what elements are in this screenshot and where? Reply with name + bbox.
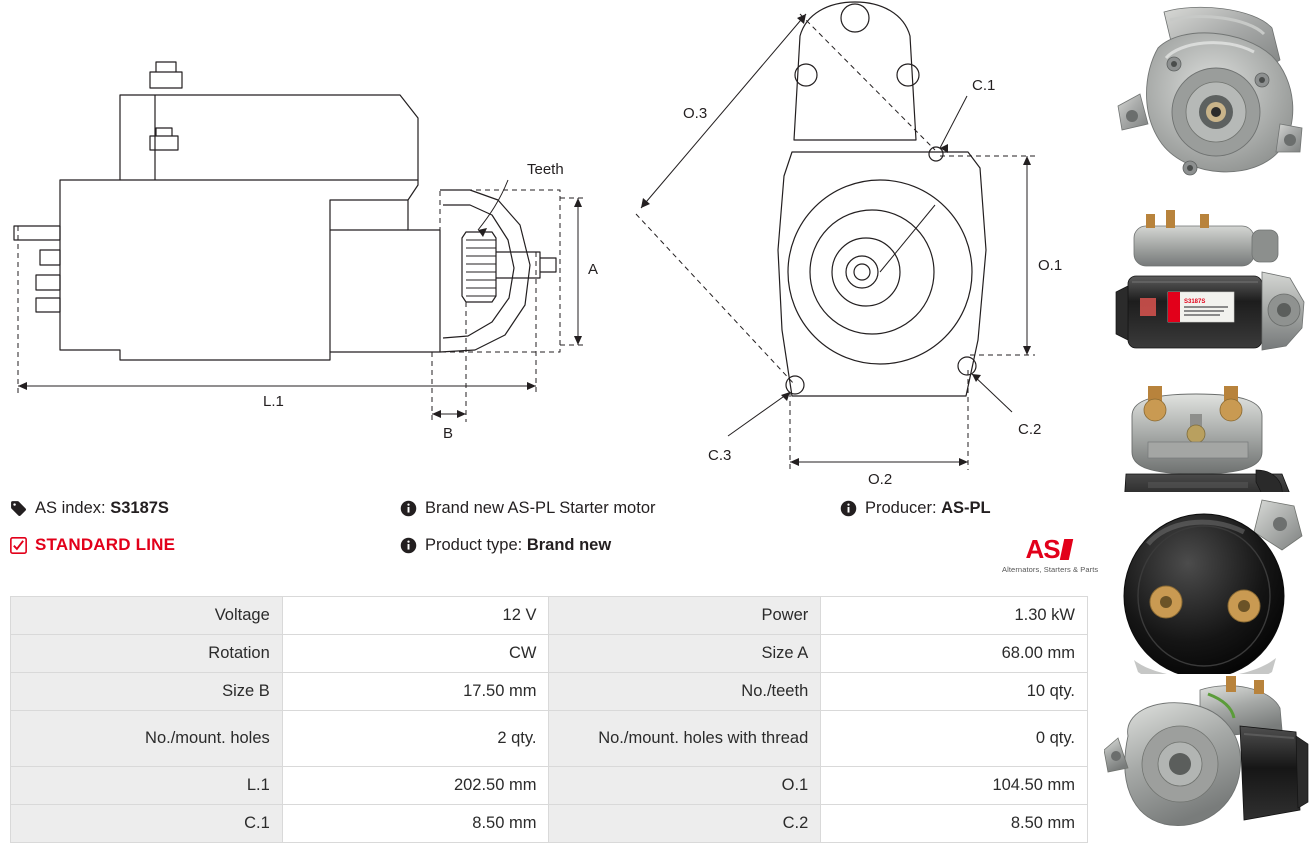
info-row-2 — [10, 535, 1100, 572]
spec-value: 104.50 mm — [821, 767, 1088, 805]
spec-value: 1.30 kW — [821, 597, 1088, 635]
product-description-text: Brand new AS-PL Starter motor — [425, 499, 656, 517]
product-type — [400, 535, 840, 555]
spec-label: Voltage — [11, 597, 283, 635]
label-C3: C.3 — [708, 447, 732, 464]
info-icon — [400, 537, 417, 554]
spec-value: 0 qty. — [821, 711, 1088, 767]
spec-label: Size A — [549, 635, 821, 673]
info-icon — [840, 500, 857, 517]
as-pl-logo-bar — [1059, 539, 1072, 560]
as-index-value: S3187S — [110, 499, 169, 517]
photo-starter-side-solenoid — [1104, 202, 1312, 382]
svg-text:S3187S: S3187S — [1184, 299, 1206, 305]
product-description — [400, 498, 840, 518]
producer-label: Producer: — [865, 499, 937, 517]
spec-value: 2 qty. — [282, 711, 549, 767]
spec-label: Size B — [11, 673, 283, 711]
spec-value: 8.50 mm — [282, 805, 549, 843]
label-C1: C.1 — [972, 77, 996, 94]
standard-line-text: STANDARD LINE — [35, 535, 176, 554]
photo-starter-body-rear — [1104, 492, 1312, 692]
info-icon — [400, 500, 417, 517]
photo-starter-front-angle — [1104, 2, 1312, 198]
spec-label: O.1 — [549, 767, 821, 805]
spec-label: No./mount. holes — [11, 711, 283, 767]
as-pl-logo-subtitle: Alternators, Starters & Parts — [1002, 565, 1099, 574]
producer-value: AS-PL — [941, 499, 991, 517]
table-row — [11, 673, 1088, 711]
spec-label: Rotation — [11, 635, 283, 673]
photo-starter-drive-end — [1104, 674, 1312, 860]
label-C2: C.2 — [1018, 421, 1042, 438]
table-row — [11, 711, 1088, 767]
label-O2: O.2 — [868, 471, 893, 488]
spec-value: 202.50 mm — [282, 767, 549, 805]
table-row — [11, 767, 1088, 805]
label-A: A — [588, 261, 599, 278]
table-row — [11, 805, 1088, 843]
standard-line-badge — [10, 535, 400, 555]
spec-label: C.1 — [11, 805, 283, 843]
label-L1: L.1 — [263, 393, 284, 410]
spec-value: 10 qty. — [821, 673, 1088, 711]
spec-value: 17.50 mm — [282, 673, 549, 711]
as-index-label: AS index: — [35, 499, 106, 517]
label-O3: O.3 — [683, 105, 708, 122]
spec-label: No./teeth — [549, 673, 821, 711]
table-row — [11, 597, 1088, 635]
as-pl-logo — [1002, 534, 1099, 574]
product-type-value: Brand new — [526, 536, 612, 554]
technical-drawings — [0, 0, 1100, 490]
producer — [840, 498, 1100, 518]
drawing-svg — [0, 0, 1100, 490]
spec-label: C.2 — [549, 805, 821, 843]
spec-label: L.1 — [11, 767, 283, 805]
tag-icon — [10, 500, 27, 517]
spec-value: 8.50 mm — [821, 805, 1088, 843]
product-photo-strip — [1104, 2, 1312, 858]
label-B: B — [443, 425, 454, 442]
product-info-block — [10, 498, 1100, 590]
as-pl-logo-mark — [1025, 536, 1070, 562]
spec-value: 68.00 mm — [821, 635, 1088, 673]
label-O1: O.1 — [1038, 257, 1063, 274]
product-type-label: Product type: — [425, 536, 523, 554]
check-square-icon — [10, 537, 27, 554]
spec-value: CW — [282, 635, 549, 673]
info-row-1 — [10, 498, 1100, 535]
specification-table — [10, 596, 1088, 843]
spec-label: Power — [549, 597, 821, 635]
as-index — [10, 498, 400, 518]
as-pl-logo-text: AS — [1025, 534, 1060, 564]
spec-value: 12 V — [282, 597, 549, 635]
spec-label: No./mount. holes with thread — [549, 711, 821, 767]
label-teeth: Teeth — [527, 161, 564, 178]
table-row — [11, 635, 1088, 673]
